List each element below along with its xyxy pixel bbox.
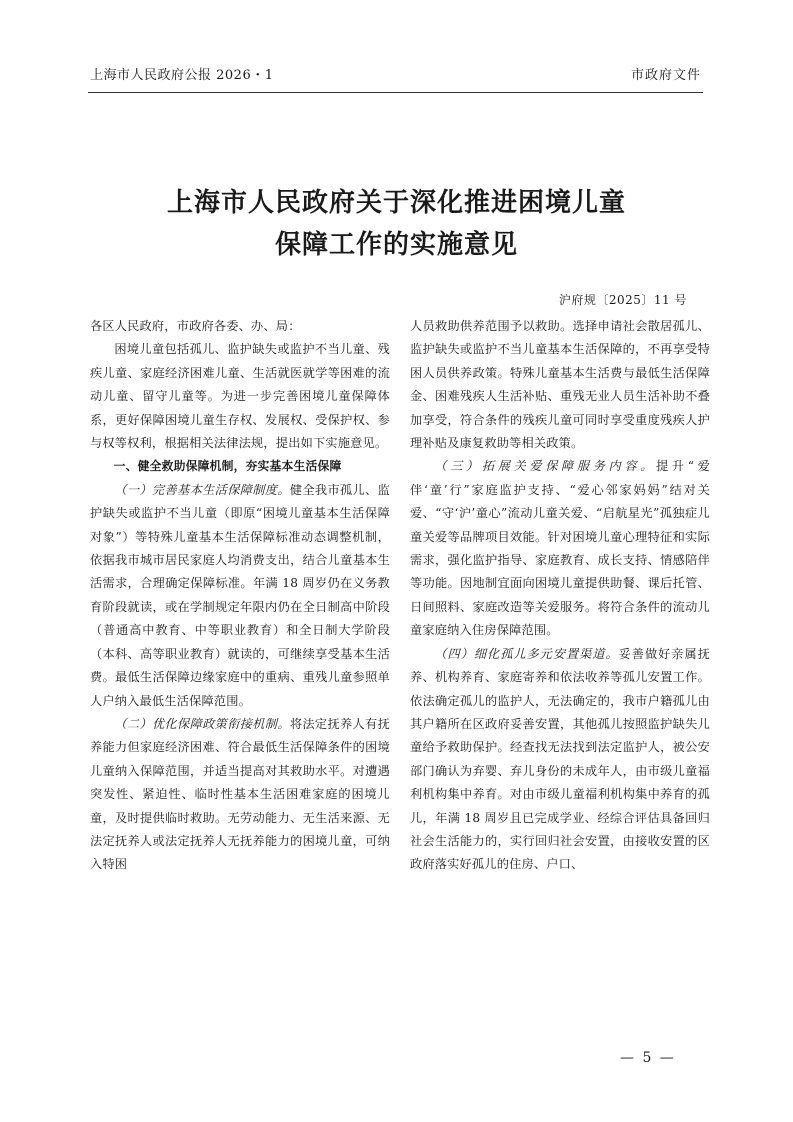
item-3-text: 提升“爱伴‘童’行”家庭监护支持、“爱心邻家妈妈”结对关爱、“守‘沪’童心”流动儿童关爱、“启航星光”孤独症儿童关爱等品牌项目效能。针对困境儿童心理特征和实际需求，强化监护指导、家庭教育、成长支持、情感陪伴等功能。因地制宜面向困境儿童提供助餐、课后托管、日间照料、家庭改造等关爱服务。将符合条件的流动儿童家庭纳入住房保障范围。 [410,459,710,638]
item-1-heading: （一）完善基本生活保障制度。 [114,482,290,497]
intro-paragraph: 困境儿童包括孤儿、监护缺失或监护不当儿童、残疾儿童、家庭经济困难儿童、生活就医就学等困难的流动儿童、留守儿童等。为进一步完善困境儿童保障体系，更好保障困境儿童生存权、发展权、受保护权、参与权等权利，根据相关法律法规，提出如下实施意见。 [90,342,390,451]
section-label: 市政府文件 [630,68,701,83]
continuation-paragraph: 人员救助供养范围予以救助。选择申请社会散居孤儿、监护缺失或监护不当儿童基本生活保障的，不再享受特困人员供养政策。特殊儿童基本生活费与最低生活保障金、困难残疾人生活补贴、重残无业人员生活补助不叠加享受，符合条件的残疾儿童可同时享受重度残疾人护理补贴及康复救助等相关政策。 [410,319,710,451]
page-title [60,182,733,266]
section-heading-1: 一、健全救助保障机制，夯实基本生活保障 [113,459,342,474]
document-number: 沪府规〔2025〕11 号 [558,293,687,307]
item-1-text: 健全我市孤儿、监护缺失或监护不当儿童（即原“困境儿童基本生活保障对象”）等特殊儿童基本生活保障标准动态调整机制，依据我市城市居民家庭人均消费支出，结合儿童基本生活需求，合理确定保障标准。年满 18 周岁仍在义务教育阶段就读，或在学制规定年限内仍在全日制高中阶段（普通高中教育、中等职业教育）和全日制大学阶段（本科、高等职业教育）就读的，可继续享受基本生活费。最低生活保障边缘家庭中的重病、重残儿童参照单人户纳入最低生活保障范围。 [90,482,390,708]
paragraph-item-4 [410,643,710,877]
item-4-text: 妥善做好亲属抚养、机构养育、家庭寄养和依法收养等孤儿安置工作。依法确定孤儿的监护人，无法确定的，我市户籍孤儿由其户籍所在区政府妥善安置，其他孤儿按照监护缺失儿童给予救助保护。经查找无法找到法定监护人，被公安部门确认为弃婴、弃儿身份的未成年人，由市级儿童福利机构集中养育。对由市级儿童福利机构集中养育的孤儿，年满 18 周岁且已完成学业、经综合评估具备回归社会生活能力的，实行回归社会安置，由接收安置的区政府落实好孤儿的住房、户口、 [410,646,710,872]
right-column [410,315,710,877]
page-number: — 5 — [620,1050,676,1066]
paragraph-item-1 [90,479,390,713]
item-4-heading: （四）细化孤儿多元安置渠道。 [434,646,619,661]
left-column [90,315,390,877]
item-2-text: 将法定抚养人有抚养能力但家庭经济困难、符合最低生活保障条件的困境儿童纳入保障范围，并适当提高对其救助水平。对遭遇突发性、紧迫性、临时性基本生活困难家庭的困境儿童，及时提供临时救助。无劳动能力、无生活来源、无法定抚养人或法定抚养人无抚养能力的困境儿童，可纳入特困 [90,716,390,872]
item-3-heading: （三）拓展关爱保障服务内容。 [434,459,657,474]
paragraph-item-2 [90,713,390,877]
addressee: 各区人民政府，市政府各委、办、局： [90,319,301,333]
title-line-1: 上海市人民政府关于深化推进困境儿童 [166,188,626,218]
item-2-heading: （二）优化保障政策衔接机制。 [114,716,290,731]
gazette-issue: 上海市人民政府公报 2026・1 [90,68,274,83]
header-divider [88,92,703,93]
paragraph-item-3 [410,455,710,642]
title-line-2: 保障工作的实施意见 [274,230,518,260]
